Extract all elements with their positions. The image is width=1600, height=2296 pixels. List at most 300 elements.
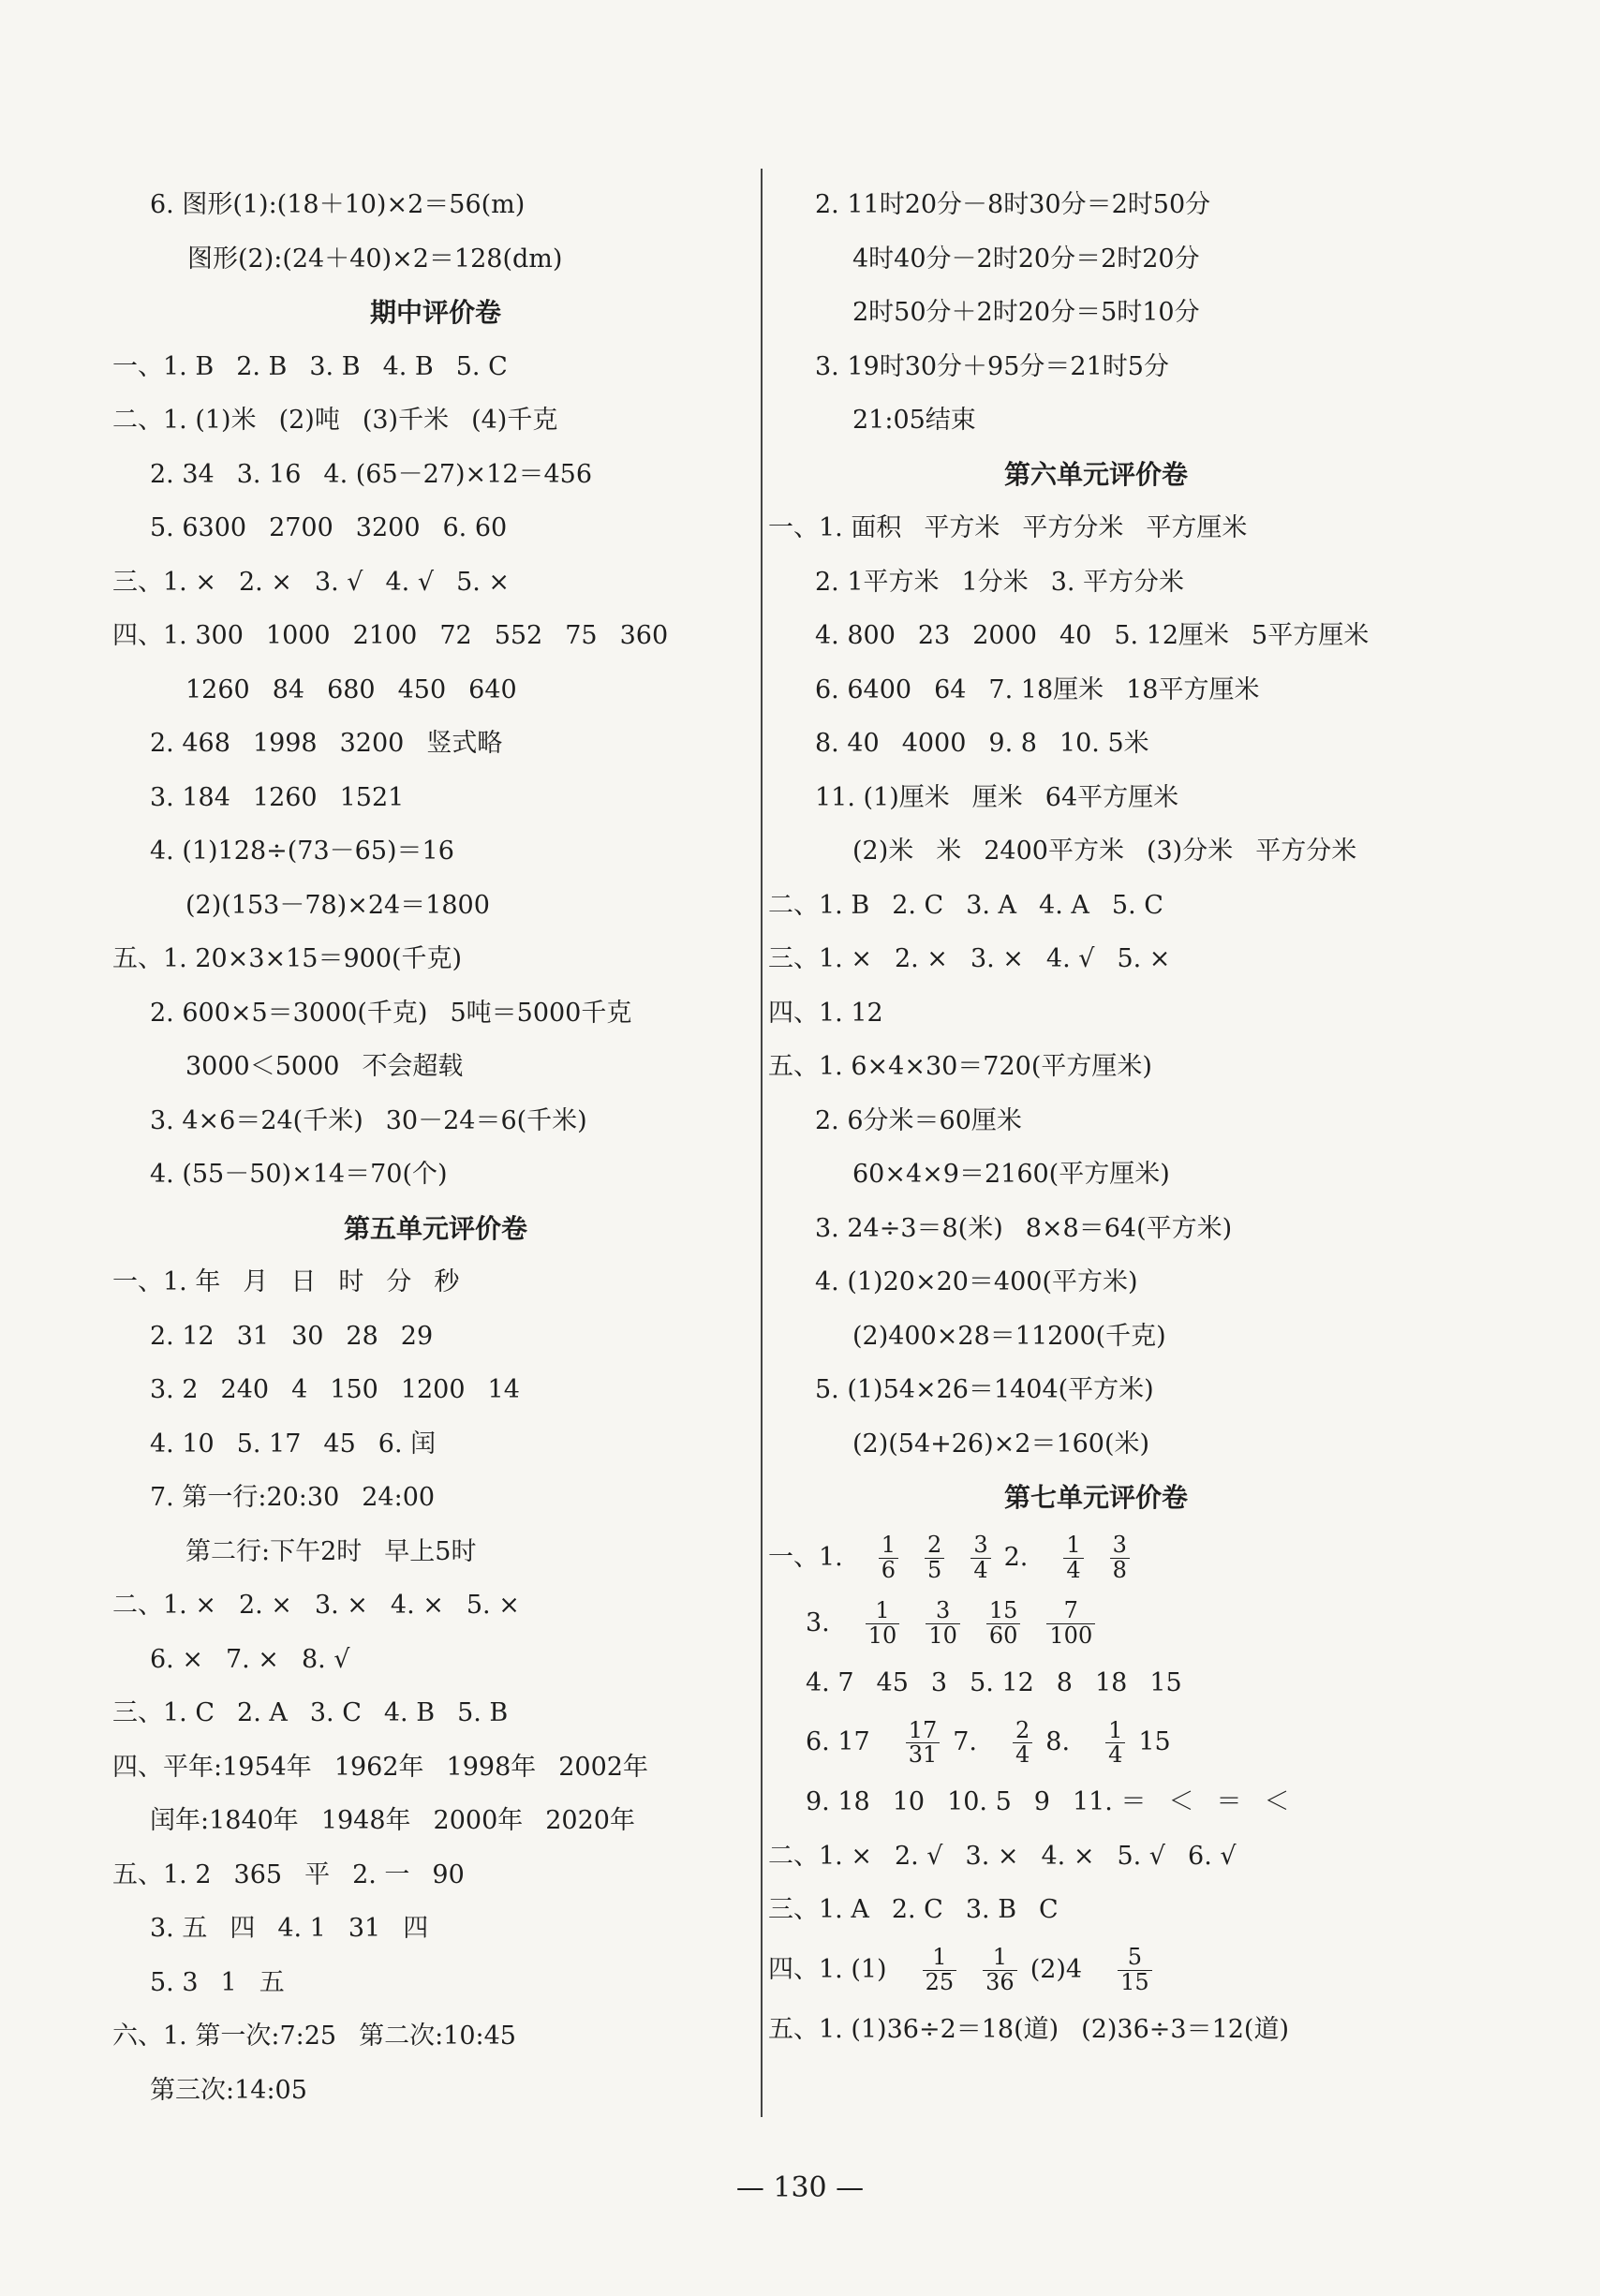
answer-segment: (2)(153－78)×24＝1800 xyxy=(185,890,490,920)
answer-segment: 2时50分＋2时20分＝5时10分 xyxy=(852,298,1200,327)
answer-segment: 平 xyxy=(304,1859,331,1889)
section-heading: 第五单元评价卷 xyxy=(343,1212,527,1244)
answer-segment: 一、1. B xyxy=(112,351,215,381)
answer-segment: 秒 xyxy=(434,1267,460,1296)
answer-segment: 1 xyxy=(220,1967,237,1997)
fraction-numerator: 7 xyxy=(1046,1599,1095,1623)
fraction xyxy=(1013,1716,1032,1768)
answer-segment: 45 xyxy=(876,1667,909,1697)
answer-segment: 4. (1)20×20＝400(平方米) xyxy=(815,1267,1138,1296)
answer-segment: 6. 图形(1):(18＋10)×2＝56(m) xyxy=(150,190,526,219)
answer-segment: 4. 10 xyxy=(150,1429,215,1459)
answer-segment: 三、1. A xyxy=(768,1895,869,1924)
answer-segment: 1948年 xyxy=(320,1806,411,1835)
answer-segment: 30 xyxy=(291,1321,324,1351)
answer-segment: 闰年:1840年 xyxy=(150,1806,299,1835)
answer-segment: (2)36÷3＝12(道) xyxy=(1081,2014,1289,2044)
answer-line xyxy=(768,932,1424,986)
answer-line xyxy=(768,232,1424,287)
answer-segment: 8. xyxy=(1045,1727,1071,1756)
answer-segment: 2. A xyxy=(237,1698,288,1727)
answer-line xyxy=(768,1710,1424,1775)
answer-segment: 1962年 xyxy=(333,1752,424,1782)
answer-line xyxy=(768,555,1424,610)
answer-segment: 三、1. × xyxy=(768,944,872,973)
fraction xyxy=(923,1946,957,1993)
answer-segment: 4. × xyxy=(390,1591,444,1620)
fraction-denominator: 25 xyxy=(925,1968,955,1995)
answer-segment: 3. × xyxy=(965,1841,1019,1871)
answer-segment: 2700 xyxy=(269,513,333,542)
fraction-denominator: 15 xyxy=(1120,1968,1149,1995)
answer-segment: 3. B xyxy=(965,1895,1017,1924)
answer-segment: 2000年 xyxy=(433,1806,524,1835)
answer-segment: 1998年 xyxy=(446,1752,537,1782)
answer-segment: 3. 19时30分＋95分＝21时5分 xyxy=(815,351,1169,381)
answer-line xyxy=(112,1578,759,1633)
fraction-denominator: 8 xyxy=(1112,1556,1127,1583)
fraction xyxy=(1110,1533,1130,1581)
answer-segment: 2400平方米 xyxy=(984,837,1124,866)
answer-segment: (4)千克 xyxy=(471,406,558,435)
answer-segment: 3. 五 xyxy=(150,1914,208,1943)
answer-segment: 3. 平方分米 xyxy=(1050,567,1185,597)
answer-segment: 3200 xyxy=(355,513,421,542)
answer-segment: 5. C xyxy=(455,351,508,381)
answer-line xyxy=(112,555,759,610)
section-heading: 期中评价卷 xyxy=(369,297,501,328)
answer-line xyxy=(112,178,759,232)
answer-segment: 4时40分－2时20分＝2时20分 xyxy=(852,244,1200,274)
answer-segment: 四、平年:1954年 xyxy=(112,1752,312,1782)
answer-segment: 图形(2):(24＋40)×2＝128(dm) xyxy=(187,244,563,274)
answer-segment: 2. √ xyxy=(894,1841,943,1871)
answer-segment: 4. B xyxy=(383,1698,436,1727)
fraction-denominator: 10 xyxy=(928,1622,957,1649)
fraction-denominator: 5 xyxy=(927,1556,942,1583)
answer-line xyxy=(112,1848,759,1903)
fraction-numerator: 1 xyxy=(879,1533,898,1558)
answer-segment: 8 xyxy=(1056,1667,1073,1697)
answer-segment: 4. √ xyxy=(385,567,435,597)
answer-line xyxy=(112,1525,759,1579)
answer-line xyxy=(112,1148,759,1202)
answer-segment: 3. C xyxy=(309,1698,362,1727)
answer-segment: 2. xyxy=(1003,1542,1029,1572)
answer-line xyxy=(768,663,1424,718)
answer-segment: 3 xyxy=(930,1667,948,1697)
fraction-denominator: 4 xyxy=(1108,1741,1123,1768)
answer-line xyxy=(768,1525,1424,1591)
answer-segment: (3)分米 xyxy=(1146,837,1234,866)
answer-segment: 4. (55－50)×14＝70(个) xyxy=(150,1160,448,1189)
answer-segment: 时 xyxy=(338,1267,364,1296)
fraction-numerator: 3 xyxy=(1110,1533,1130,1558)
answer-line xyxy=(768,771,1424,825)
answer-segment: 3. × xyxy=(970,944,1024,973)
answer-segment: 2000 xyxy=(972,621,1037,650)
fraction xyxy=(983,1946,1017,1993)
answer-line xyxy=(112,1363,759,1417)
answer-segment: C xyxy=(1039,1895,1059,1924)
fraction-denominator: 6 xyxy=(881,1556,896,1583)
answer-segment: 72 xyxy=(439,621,472,650)
fraction-numerator: 1 xyxy=(866,1599,900,1623)
answer-segment: 五、1. 6×4×30＝720(平方厘米) xyxy=(768,1052,1152,1081)
answer-segment: 6. √ xyxy=(1188,1841,1237,1871)
answer-segment: 10. 5 xyxy=(947,1787,1012,1816)
answer-segment: 四 xyxy=(403,1914,429,1943)
answer-line xyxy=(112,1310,759,1364)
answer-line xyxy=(112,771,759,825)
answer-segment: 2. B xyxy=(236,351,288,381)
answer-segment: 5. (1)54×26＝1404(平方米) xyxy=(815,1375,1154,1404)
answer-segment: 40 xyxy=(1059,621,1092,650)
answer-segment: 一、1. 面积 xyxy=(768,513,902,542)
answer-line xyxy=(112,1741,759,1795)
answer-segment: 5. × xyxy=(1117,944,1171,973)
answer-line xyxy=(112,1956,759,2010)
answer-segment: 640 xyxy=(468,674,517,704)
answer-segment: 5. × xyxy=(456,567,511,597)
answer-segment: 1260 xyxy=(252,782,318,812)
answer-line xyxy=(112,340,759,394)
answer-segment: 2. 468 xyxy=(150,729,230,758)
answer-segment: 9. 18 xyxy=(806,1787,870,1816)
fraction xyxy=(970,1533,990,1581)
answer-segment: 18 xyxy=(1094,1667,1128,1697)
fraction-numerator: 1 xyxy=(1105,1719,1125,1743)
answer-segment: 552 xyxy=(494,621,543,650)
answer-line xyxy=(112,1040,759,1094)
answer-segment: 2. 11时20分－8时30分＝2时50分 xyxy=(815,190,1211,219)
answer-line xyxy=(768,824,1424,879)
answer-line xyxy=(768,1656,1424,1711)
answer-segment: 四、1. 300 xyxy=(112,621,244,650)
answer-line xyxy=(768,1937,1424,2003)
answer-segment: 2. × xyxy=(894,944,948,973)
answer-segment: 31 xyxy=(348,1914,381,1943)
fraction-denominator: 36 xyxy=(985,1968,1015,1995)
answer-segment: 早上5时 xyxy=(384,1536,477,1566)
answer-segment: 五、1. 20×3×15＝900(千克) xyxy=(112,944,463,973)
answer-segment: 14 xyxy=(487,1375,520,1404)
answer-segment: 4. 7 xyxy=(806,1667,854,1697)
answer-segment: 3200 xyxy=(339,729,405,758)
answer-segment: 4. 1 xyxy=(277,1914,326,1943)
answer-line xyxy=(112,717,759,771)
answer-segment: 5. √ xyxy=(1117,1841,1166,1871)
answer-segment: 不会超载 xyxy=(362,1052,464,1081)
answer-line xyxy=(768,1591,1424,1656)
answer-segment: 厘米 xyxy=(971,782,1023,812)
answer-segment: 4. × xyxy=(1041,1841,1095,1871)
answer-segment: 2. 600×5＝3000(千克) xyxy=(150,998,428,1028)
answer-segment: 5. 3 xyxy=(150,1967,199,1997)
answer-line xyxy=(768,879,1424,933)
fraction-numerator: 1 xyxy=(923,1946,957,1970)
answer-segment: 3. 2 xyxy=(150,1375,199,1404)
answer-segment: 365 xyxy=(233,1859,283,1889)
fraction xyxy=(925,1533,944,1581)
answer-segment: 4000 xyxy=(901,729,967,758)
answer-segment: 3. xyxy=(806,1607,830,1637)
right-column xyxy=(768,178,1424,2056)
fraction xyxy=(1118,1946,1152,1993)
answer-segment: 90 xyxy=(432,1859,465,1889)
answer-segment: 4. A xyxy=(1039,890,1089,920)
answer-segment: 2. 1平方米 xyxy=(815,567,940,597)
answer-segment: 8. √ xyxy=(301,1644,350,1674)
answer-segment: 一、1. 年 xyxy=(112,1267,221,1296)
answer-segment: 3. 16 xyxy=(236,459,302,489)
answer-segment: ＝ xyxy=(1216,1787,1242,1816)
left-column xyxy=(112,178,759,2117)
answer-segment: 日 xyxy=(290,1267,317,1296)
answer-segment: 平方米 xyxy=(924,513,1000,542)
fraction-denominator: 4 xyxy=(1066,1556,1081,1583)
answer-line xyxy=(112,932,759,986)
answer-segment: 4. (65－27)×12＝456 xyxy=(323,459,593,489)
answer-segment: 2100 xyxy=(352,621,418,650)
fraction xyxy=(1046,1599,1095,1647)
answer-line xyxy=(112,1902,759,1956)
answer-line xyxy=(112,501,759,555)
answer-segment: 11. ＝ xyxy=(1072,1787,1147,1816)
answer-line xyxy=(112,393,759,448)
answer-segment: 六、1. 第一次:7:25 xyxy=(112,2022,337,2051)
answer-segment: (2)400×28＝11200(千克) xyxy=(852,1321,1166,1351)
answer-segment: 28 xyxy=(346,1321,378,1351)
answer-line xyxy=(768,1775,1424,1829)
answer-segment: 5. 17 xyxy=(236,1429,302,1459)
answer-line xyxy=(768,286,1424,340)
answer-segment: 5. 12厘米 xyxy=(1114,621,1230,650)
answer-segment: 一、1. xyxy=(768,1542,843,1572)
answer-line xyxy=(112,1471,759,1525)
fraction-numerator: 1 xyxy=(1063,1533,1083,1558)
answer-segment: 15 xyxy=(1149,1667,1182,1697)
fraction-numerator: 3 xyxy=(926,1599,960,1623)
answer-segment: 5平方厘米 xyxy=(1252,621,1370,650)
answer-segment: 10 xyxy=(892,1787,926,1816)
answer-segment: 四、1. 12 xyxy=(768,998,883,1028)
answer-segment: 5吨＝5000千克 xyxy=(450,998,632,1028)
answer-segment: (2)吨 xyxy=(278,406,340,435)
answer-segment: 二、1. B xyxy=(768,890,870,920)
fraction xyxy=(866,1599,900,1647)
answer-line xyxy=(112,2064,759,2118)
section-heading: 第七单元评价卷 xyxy=(1003,1482,1188,1513)
fraction-numerator: 5 xyxy=(1118,1946,1152,1970)
answer-segment: 30－24＝6(千米) xyxy=(385,1105,587,1135)
answer-segment: 8×8＝64(平方米) xyxy=(1025,1213,1233,1243)
answer-segment: 3. 4×6＝24(千米) xyxy=(150,1105,363,1135)
answer-line xyxy=(768,1094,1424,1148)
answer-segment: 四 xyxy=(230,1914,256,1943)
answer-line xyxy=(768,1255,1424,1310)
answer-segment: 2. C xyxy=(892,890,944,920)
answer-segment: ＜ xyxy=(1168,1787,1194,1816)
answer-segment: 3. √ xyxy=(314,567,363,597)
answer-segment: 150 xyxy=(330,1375,378,1404)
answer-segment: 1000 xyxy=(265,621,331,650)
answer-segment: 1分米 xyxy=(961,567,1029,597)
answer-segment: 三、1. C xyxy=(112,1698,215,1727)
answer-segment: 三、1. × xyxy=(112,567,216,597)
answer-segment: 9 xyxy=(1033,1787,1050,1816)
answer-line xyxy=(768,501,1424,555)
answer-segment: 2. × xyxy=(238,1591,292,1620)
answer-segment: 5. 6300 xyxy=(150,513,247,542)
fraction-denominator: 4 xyxy=(1015,1741,1030,1768)
answer-segment: 5. × xyxy=(466,1591,520,1620)
answer-segment: 五 xyxy=(259,1967,285,1997)
fraction-numerator: 15 xyxy=(986,1599,1021,1623)
answer-line xyxy=(112,2009,759,2064)
answer-segment: (2)4 xyxy=(1030,1954,1083,1984)
answer-segment: 60×4×9＝2160(平方厘米) xyxy=(852,1160,1170,1189)
answer-segment: 2002年 xyxy=(558,1752,648,1782)
answer-segment: 第二行:下午2时 xyxy=(185,1536,363,1566)
answer-segment: 4 xyxy=(291,1375,308,1404)
answer-segment: 2. C xyxy=(891,1895,943,1924)
fraction xyxy=(1063,1533,1083,1581)
answer-line xyxy=(112,448,759,502)
page-number: — 130 — xyxy=(735,2171,865,2204)
fraction-numerator: 17 xyxy=(906,1719,941,1743)
fraction xyxy=(926,1599,960,1647)
answer-segment: 15 xyxy=(1138,1727,1171,1756)
answer-segment: 4. (1)128÷(73－65)＝16 xyxy=(150,837,454,866)
answer-line xyxy=(112,1417,759,1472)
answer-segment: 7. xyxy=(953,1727,978,1756)
answer-segment: 2. 34 xyxy=(150,459,215,489)
answer-segment: 5. 12 xyxy=(970,1667,1034,1697)
answer-line xyxy=(112,824,759,879)
answer-segment: 第三次:14:05 xyxy=(150,2075,307,2105)
answer-segment: 450 xyxy=(397,674,447,704)
answer-segment: 6. × xyxy=(150,1644,203,1674)
answer-segment: 6. 60 xyxy=(442,513,508,542)
answer-segment: 2020年 xyxy=(545,1806,635,1835)
answer-segment: 米 xyxy=(936,837,962,866)
answer-segment: 64平方厘米 xyxy=(1044,782,1179,812)
answer-segment: 21:05结束 xyxy=(852,406,976,435)
answer-segment: 二、1. (1)米 xyxy=(112,406,257,435)
answer-line xyxy=(112,232,759,287)
answer-segment: 5. C xyxy=(1111,890,1163,920)
answer-segment: 24:00 xyxy=(362,1483,436,1512)
answer-segment: 3000＜5000 xyxy=(185,1052,340,1081)
answer-line xyxy=(768,1829,1424,1884)
answer-segment: 五、1. 2 xyxy=(112,1859,212,1889)
answer-segment: 6. 6400 xyxy=(815,674,912,704)
answer-segment: 1521 xyxy=(339,782,405,812)
fraction xyxy=(879,1533,898,1581)
answer-segment: 2. 一 xyxy=(352,1859,410,1889)
fraction xyxy=(906,1716,941,1768)
answer-segment: 11. (1)厘米 xyxy=(815,782,950,812)
answer-segment: 竖式略 xyxy=(426,729,503,758)
answer-segment: 2. × xyxy=(238,567,292,597)
answer-line xyxy=(768,986,1424,1041)
answer-segment: 2. 12 xyxy=(150,1321,215,1351)
answer-line xyxy=(112,879,759,933)
answer-segment: 平方分米 xyxy=(1022,513,1124,542)
answer-segment: 1998 xyxy=(252,729,318,758)
answer-segment: 1260 xyxy=(185,674,250,704)
answer-line xyxy=(768,2003,1424,2057)
answer-segment: (2)米 xyxy=(852,837,914,866)
answer-segment: 10. 5米 xyxy=(1059,729,1149,758)
answer-segment: 240 xyxy=(220,1375,270,1404)
answer-segment: 7. × xyxy=(225,1644,279,1674)
answer-segment: 75 xyxy=(565,621,598,650)
answer-segment: 平方厘米 xyxy=(1146,513,1248,542)
answer-segment: ＜ xyxy=(1264,1787,1290,1816)
answer-line xyxy=(768,1883,1424,1937)
answer-segment: 3. B xyxy=(309,351,361,381)
answer-segment: 分 xyxy=(386,1267,412,1296)
answer-line xyxy=(768,1148,1424,1202)
answer-line xyxy=(768,1363,1424,1417)
column-divider xyxy=(761,169,763,2117)
answer-segment: 6. 闰 xyxy=(378,1429,437,1459)
answer-segment: 3. 184 xyxy=(150,782,230,812)
answer-line xyxy=(768,393,1424,448)
answer-line xyxy=(768,609,1424,663)
answer-segment: 五、1. (1)36÷2＝18(道) xyxy=(768,2014,1059,2044)
fraction-numerator: 2 xyxy=(1013,1719,1032,1743)
answer-line xyxy=(112,1794,759,1848)
answer-segment: 29 xyxy=(400,1321,434,1351)
answer-segment: 680 xyxy=(327,674,376,704)
answer-line xyxy=(768,717,1424,771)
answer-segment: 6. 17 xyxy=(806,1727,870,1756)
fraction-numerator: 1 xyxy=(983,1946,1017,1970)
answer-segment: 3. A xyxy=(966,890,1017,920)
fraction-denominator: 31 xyxy=(908,1741,938,1768)
answer-line xyxy=(768,1417,1424,1472)
answer-segment: 84 xyxy=(272,674,305,704)
fraction xyxy=(1105,1716,1125,1768)
answer-segment: 四、1. (1) xyxy=(768,1954,887,1984)
answer-segment: 45 xyxy=(323,1429,356,1459)
answer-segment: 月 xyxy=(243,1267,269,1296)
answer-line xyxy=(112,1686,759,1741)
section-heading: 第六单元评价卷 xyxy=(1003,458,1188,490)
answer-line xyxy=(112,1633,759,1687)
answer-segment: 1200 xyxy=(400,1375,466,1404)
answer-line xyxy=(112,1094,759,1148)
answer-segment: 2. 6分米＝60厘米 xyxy=(815,1105,1022,1135)
answer-segment: 4. B xyxy=(382,351,434,381)
fraction-denominator: 60 xyxy=(988,1622,1018,1649)
fraction-denominator: 100 xyxy=(1049,1622,1093,1649)
answer-segment: 7. 18厘米 xyxy=(988,674,1104,704)
answer-segment: 4. √ xyxy=(1045,944,1095,973)
fraction-numerator: 2 xyxy=(925,1533,944,1558)
answer-line xyxy=(768,1202,1424,1256)
answer-segment: (3)千米 xyxy=(362,406,450,435)
answer-segment: 第二次:10:45 xyxy=(359,2022,516,2051)
answer-segment: 360 xyxy=(619,621,669,650)
answer-segment: 平方分米 xyxy=(1255,837,1357,866)
fraction xyxy=(986,1599,1021,1647)
answer-line xyxy=(112,1255,759,1310)
fraction-numerator: 3 xyxy=(970,1533,990,1558)
